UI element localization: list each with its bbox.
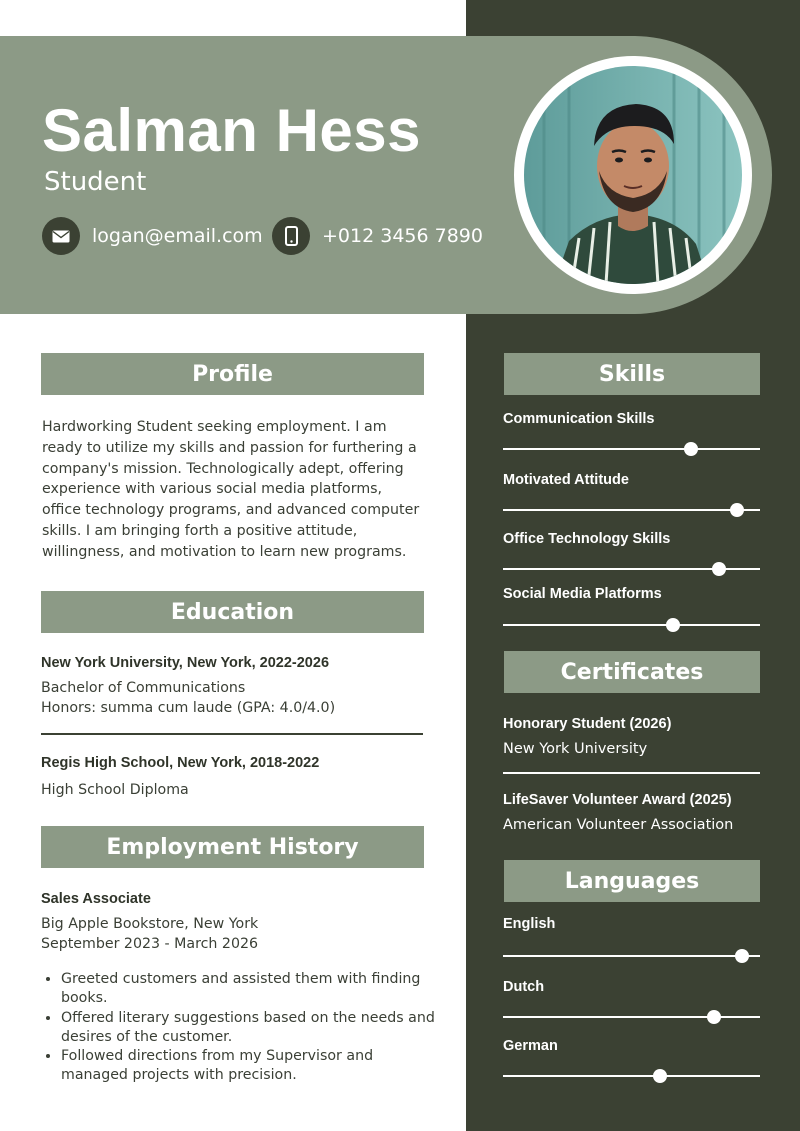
skill-knob xyxy=(712,562,726,576)
profile-heading: Profile xyxy=(41,353,424,395)
language-name: German xyxy=(503,1038,558,1054)
candidate-role: Student xyxy=(44,167,147,197)
job-dates: September 2023 - March 2026 xyxy=(41,936,259,952)
photo-frame xyxy=(514,56,752,294)
profile-text: Hardworking Student seeking employment. I am ready to utilize my skills and passion for furthering a company's mission. Technologically adept, offering experience with various social media platforms, office technology programs, and advanced computer skills. I am bringing forth a positive attitude, willingness, and motivation to learn new programs. xyxy=(42,419,420,560)
skill-slider xyxy=(503,509,760,511)
language-knob xyxy=(735,949,749,963)
language-slider xyxy=(503,1016,760,1018)
language-knob xyxy=(653,1069,667,1083)
profile-photo xyxy=(524,66,742,284)
email-contact[interactable] xyxy=(42,217,263,255)
job-bullets xyxy=(41,970,441,1086)
certificates-heading: Certificates xyxy=(504,651,760,693)
education-heading: Education xyxy=(41,591,424,633)
skill-knob xyxy=(666,618,680,632)
education-school: New York University, New York, 2022-2026 xyxy=(41,655,330,671)
list-item: • Followed directions from my Supervisor and managed projects with precision. xyxy=(61,1047,441,1086)
email-text: logan@email.com xyxy=(92,225,263,247)
certificate-org: American Volunteer Association xyxy=(503,817,734,833)
language-name: Dutch xyxy=(503,979,545,995)
skill-slider xyxy=(503,624,760,626)
skill-knob xyxy=(684,442,698,456)
envelope-icon xyxy=(42,217,80,255)
list-item: • Offered literary suggestions based on the needs and desires of the customer. xyxy=(61,1009,441,1048)
certificate-org: New York University xyxy=(503,741,648,757)
education-school: Regis High School, New York, 2018-2022 xyxy=(41,755,320,771)
skill-name: Communication Skills xyxy=(503,411,655,427)
list-item: • Greeted customers and assisted them with finding books. xyxy=(61,970,441,1009)
job-title: Sales Associate xyxy=(41,891,151,907)
candidate-name: Salman Hess xyxy=(42,97,422,164)
education-honors: Honors: summa cum laude (GPA: 4.0/4.0) xyxy=(41,700,336,716)
skill-slider xyxy=(503,568,760,570)
skill-name: Office Technology Skills xyxy=(503,531,671,547)
certificate-divider xyxy=(503,772,760,774)
skills-heading: Skills xyxy=(504,353,760,395)
job-company: Big Apple Bookstore, New York xyxy=(41,916,259,932)
language-knob xyxy=(707,1010,721,1024)
education-divider xyxy=(41,733,423,735)
education-degree: Bachelor of Communications xyxy=(41,680,246,696)
language-slider xyxy=(503,1075,760,1077)
phone-contact[interactable] xyxy=(272,217,483,255)
languages-heading: Languages xyxy=(504,860,760,902)
language-slider xyxy=(503,955,760,957)
skill-name: Social Media Platforms xyxy=(503,586,662,602)
employment-heading: Employment History xyxy=(41,826,424,868)
certificate-title: LifeSaver Volunteer Award (2025) xyxy=(503,792,732,808)
phone-icon xyxy=(272,217,310,255)
skill-knob xyxy=(730,503,744,517)
education-degree: High School Diploma xyxy=(41,782,189,798)
language-name: English xyxy=(503,916,556,932)
skill-slider xyxy=(503,448,760,450)
certificate-title: Honorary Student (2026) xyxy=(503,716,672,732)
skill-name: Motivated Attitude xyxy=(503,472,629,488)
phone-text: +012 3456 7890 xyxy=(322,225,483,247)
